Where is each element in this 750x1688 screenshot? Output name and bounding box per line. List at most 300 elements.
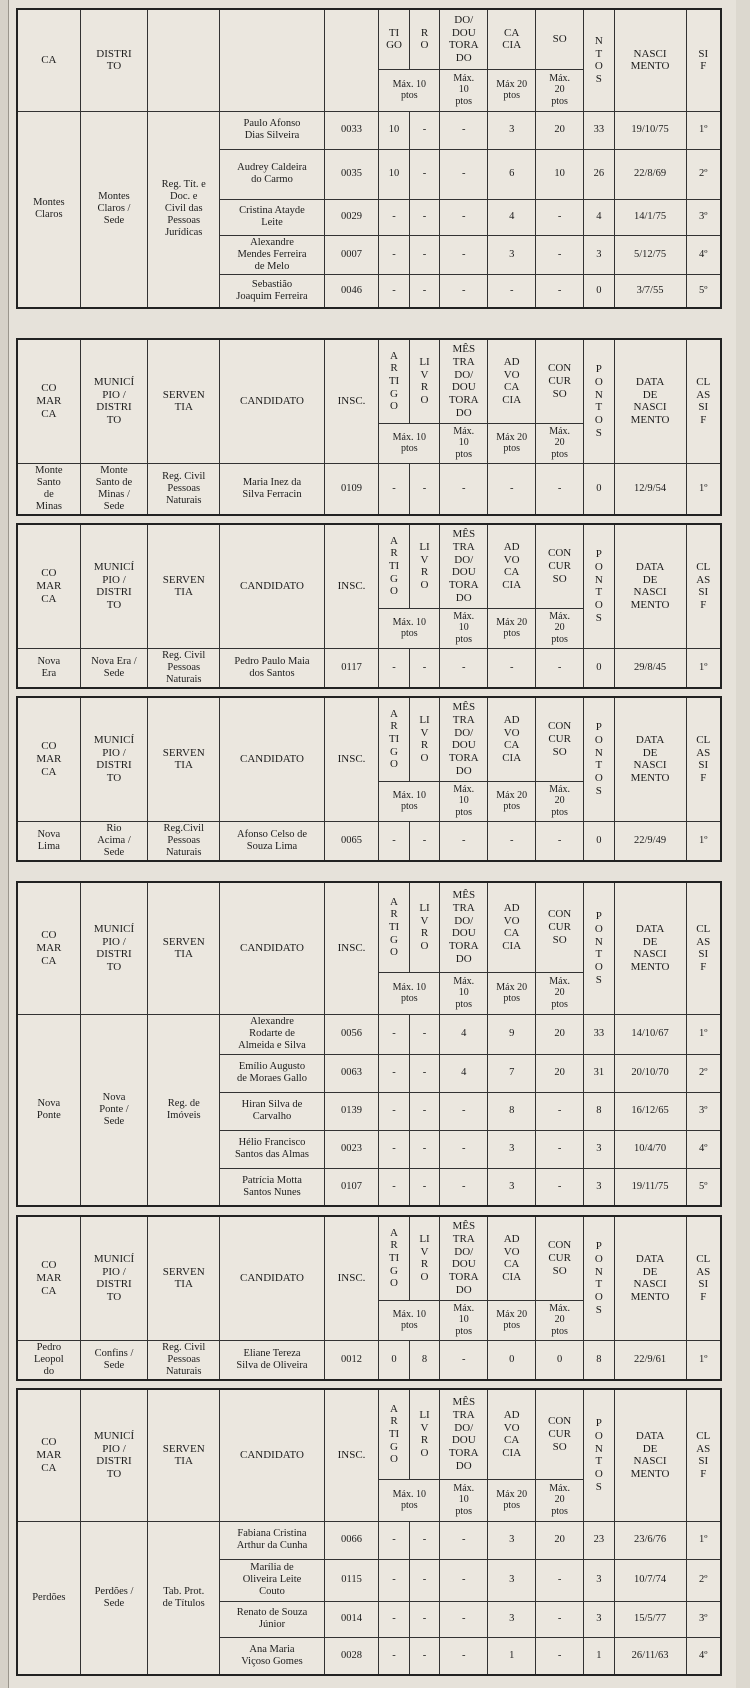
header-livro: LI V R O [409,697,440,781]
artigo-cell: - [379,1601,410,1637]
livro-cell: - [409,1637,440,1675]
header-classif: CL AS SI F [686,1216,721,1340]
nascimento-cell: 3/7/55 [614,274,686,308]
header-max-mestrado: Máx. 10 ptos [440,608,488,648]
nascimento-cell: 12/9/54 [614,463,686,515]
header-livro: LI V R O [409,524,440,608]
header-artigo: A R TI G O [379,882,410,972]
candidato-cell: Audrey Caldeira do Carmo [220,149,325,199]
header-row [17,882,721,972]
artigo-cell: - [379,1521,410,1559]
concurso-cell: 20 [536,1054,584,1092]
header-candidato: CANDIDATO [220,524,325,648]
page-edge-left [0,0,9,1688]
mestrado-cell: - [440,1340,488,1380]
results-table-2 [16,338,722,516]
candidato-cell: Fabiana Cristina Arthur da Cunha [220,1521,325,1559]
concurso-cell: - [536,1168,584,1206]
livro-cell: - [409,1014,440,1054]
header-max-concurso: Máx. 20 ptos [536,608,584,648]
header-max-mestrado: Máx. 10 ptos [440,423,488,463]
header-max-artigo-livro: Máx. 10 ptos [379,69,440,111]
table-row [17,1521,721,1559]
artigo-cell: - [379,1014,410,1054]
mestrado-cell: 4 [440,1054,488,1092]
candidato-cell: Paulo Afonso Dias Silveira [220,111,325,149]
mestrado-cell: - [440,111,488,149]
concurso-cell: - [536,463,584,515]
candidato-cell: Alexandre Mendes Ferreira de Melo [220,235,325,274]
concurso-cell: 20 [536,1014,584,1054]
header-candidato: CANDIDATO [220,339,325,463]
header-nascimento: DATA DE NASCI MENTO [614,882,686,1014]
advocacia-cell: 8 [488,1092,536,1130]
concurso-cell: - [536,199,584,235]
header-serventia [148,9,220,111]
results-table-1 [16,8,722,309]
header-max-concurso: Máx. 20 ptos [536,1300,584,1340]
insc-cell: 0109 [324,463,378,515]
header-advocacia: CA CIA [488,9,536,69]
header-classif: CL AS SI F [686,697,721,821]
header-classif: SI F [686,9,721,111]
header-advocacia: AD VO CA CIA [488,339,536,423]
concurso-cell: 0 [536,1340,584,1380]
header-concurso: SO [536,9,584,69]
header-concurso: CON CUR SO [536,339,584,423]
insc-cell: 0056 [324,1014,378,1054]
header-max-advocacia: Máx 20 ptos [488,972,536,1014]
header-comarca: CA [17,9,80,111]
header-municipio: DISTRI TO [80,9,148,111]
classif-cell: 4º [686,1637,721,1675]
livro-cell: - [409,1168,440,1206]
header-advocacia: AD VO CA CIA [488,697,536,781]
mestrado-cell: - [440,1637,488,1675]
serventia-cell: Tab. Prot. de Títulos [148,1521,220,1675]
page-edge-right [736,0,750,1688]
header-artigo: A R TI G O [379,697,410,781]
header-livro: LI V R O [409,339,440,423]
header-advocacia: AD VO CA CIA [488,524,536,608]
candidato-cell: Hélio Francisco Santos das Almas [220,1130,325,1168]
artigo-cell: - [379,235,410,274]
header-max-artigo-livro: Máx. 10 ptos [379,781,440,821]
nascimento-cell: 14/10/67 [614,1014,686,1054]
header-serventia: SERVEN TIA [148,697,220,821]
advocacia-cell: 1 [488,1637,536,1675]
table-row [17,1340,721,1380]
nascimento-cell: 16/12/65 [614,1092,686,1130]
pontos-cell: 0 [584,648,615,688]
livro-cell: - [409,1130,440,1168]
advocacia-cell: - [488,463,536,515]
insc-cell: 0029 [324,199,378,235]
advocacia-cell: - [488,274,536,308]
livro-cell: - [409,821,440,861]
advocacia-cell: 3 [488,1601,536,1637]
concurso-cell: - [536,1637,584,1675]
header-candidato: CANDIDATO [220,1216,325,1340]
insc-cell: 0066 [324,1521,378,1559]
header-max-mestrado: Máx. 10 ptos [440,781,488,821]
advocacia-cell: 7 [488,1054,536,1092]
artigo-cell: - [379,1637,410,1675]
classif-cell: 3º [686,199,721,235]
pontos-cell: 3 [584,1130,615,1168]
insc-cell: 0117 [324,648,378,688]
header-candidato [220,9,325,111]
artigo-cell: 10 [379,111,410,149]
pontos-cell: 1 [584,1637,615,1675]
candidato-cell: Sebastião Joaquim Ferreira [220,274,325,308]
livro-cell: - [409,648,440,688]
header-pontos: N T O S [584,9,615,111]
concurso-cell: 20 [536,1521,584,1559]
header-serventia: SERVEN TIA [148,524,220,648]
header-max-concurso: Máx. 20 ptos [536,1479,584,1521]
pontos-cell: 3 [584,1168,615,1206]
header-pontos: P O N T O S [584,697,615,821]
mestrado-cell: - [440,1559,488,1601]
header-insc [324,9,378,111]
comarca-cell: Nova Lima [17,821,80,861]
header-municipio: MUNICÍ PIO / DISTRI TO [80,882,148,1014]
nascimento-cell: 20/10/70 [614,1054,686,1092]
candidato-cell: Hiran Silva de Carvalho [220,1092,325,1130]
candidato-cell: Eliane Tereza Silva de Oliveira [220,1340,325,1380]
pontos-cell: 8 [584,1092,615,1130]
header-max-advocacia: Máx 20 ptos [488,1300,536,1340]
header-comarca: CO MAR CA [17,697,80,821]
header-municipio: MUNICÍ PIO / DISTRI TO [80,339,148,463]
header-classif: CL AS SI F [686,882,721,1014]
results-table-6 [16,1215,722,1381]
header-nascimento: DATA DE NASCI MENTO [614,1216,686,1340]
nascimento-cell: 19/11/75 [614,1168,686,1206]
pontos-cell: 31 [584,1054,615,1092]
serventia-cell: Reg. Civil Pessoas Naturais [148,648,220,688]
classif-cell: 3º [686,1601,721,1637]
header-mestrado: MÊS TRA DO/ DOU TORA DO [440,882,488,972]
header-comarca: CO MAR CA [17,1389,80,1521]
serventia-cell: Reg. Tít. e Doc. e Civil das Pessoas Jurídicas [148,111,220,308]
livro-cell: - [409,199,440,235]
header-serventia: SERVEN TIA [148,882,220,1014]
pontos-cell: 3 [584,1601,615,1637]
comarca-cell: Montes Claros [17,111,80,308]
header-candidato: CANDIDATO [220,1389,325,1521]
municipio-cell: Nova Era / Sede [80,648,148,688]
mestrado-cell: - [440,274,488,308]
livro-cell: - [409,235,440,274]
header-insc: INSC. [324,524,378,648]
municipio-cell: Rio Acima / Sede [80,821,148,861]
header-pontos: P O N T O S [584,524,615,648]
header-max-advocacia: Máx 20 ptos [488,423,536,463]
header-mestrado: MÊS TRA DO/ DOU TORA DO [440,524,488,608]
mestrado-cell: 4 [440,1014,488,1054]
table-row [17,821,721,861]
candidato-cell: Alexandre Rodarte de Almeida e Silva [220,1014,325,1054]
classif-cell: 2º [686,149,721,199]
pontos-cell: 3 [584,235,615,274]
classif-cell: 1º [686,1014,721,1054]
header-max-concurso: Máx. 20 ptos [536,972,584,1014]
mestrado-cell: - [440,199,488,235]
header-nascimento: DATA DE NASCI MENTO [614,524,686,648]
candidato-cell: Patrícia Motta Santos Nunes [220,1168,325,1206]
concurso-cell: - [536,1559,584,1601]
header-mestrado: MÊS TRA DO/ DOU TORA DO [440,1389,488,1479]
classif-cell: 3º [686,1092,721,1130]
artigo-cell: - [379,463,410,515]
mestrado-cell: - [440,821,488,861]
mestrado-cell: - [440,1601,488,1637]
header-max-concurso: Máx. 20 ptos [536,423,584,463]
advocacia-cell: 4 [488,199,536,235]
header-max-advocacia: Máx 20 ptos [488,69,536,111]
header-pontos: P O N T O S [584,1216,615,1340]
header-max-advocacia: Máx 20 ptos [488,781,536,821]
mestrado-cell: - [440,463,488,515]
header-pontos: P O N T O S [584,339,615,463]
concurso-cell: - [536,1601,584,1637]
pontos-cell: 0 [584,463,615,515]
artigo-cell: - [379,1130,410,1168]
mestrado-cell: - [440,648,488,688]
nascimento-cell: 22/9/49 [614,821,686,861]
header-concurso: CON CUR SO [536,524,584,608]
comarca-cell: Monte Santo de Minas [17,463,80,515]
header-nascimento: DATA DE NASCI MENTO [614,1389,686,1521]
candidato-cell: Afonso Celso de Souza Lima [220,821,325,861]
header-candidato: CANDIDATO [220,882,325,1014]
header-livro: LI V R O [409,882,440,972]
advocacia-cell: 3 [488,111,536,149]
candidato-cell: Pedro Paulo Maia dos Santos [220,648,325,688]
nascimento-cell: 10/7/74 [614,1559,686,1601]
results-table-7 [16,1388,722,1676]
results-table-4 [16,696,722,862]
concurso-cell: - [536,648,584,688]
header-insc: INSC. [324,1216,378,1340]
header-row [17,339,721,423]
municipio-cell: Perdões / Sede [80,1521,148,1675]
livro-cell: - [409,463,440,515]
nascimento-cell: 29/8/45 [614,648,686,688]
livro-cell: - [409,1054,440,1092]
classif-cell: 2º [686,1054,721,1092]
concurso-cell: 20 [536,111,584,149]
header-comarca: CO MAR CA [17,882,80,1014]
header-serventia: SERVEN TIA [148,339,220,463]
nascimento-cell: 15/5/77 [614,1601,686,1637]
header-insc: INSC. [324,882,378,1014]
insc-cell: 0028 [324,1637,378,1675]
header-max-mestrado: Máx. 10 ptos [440,1300,488,1340]
classif-cell: 5º [686,1168,721,1206]
livro-cell: - [409,274,440,308]
advocacia-cell: - [488,821,536,861]
artigo-cell: - [379,1559,410,1601]
header-artigo: TI GO [379,9,410,69]
header-artigo: A R TI G O [379,339,410,423]
insc-cell: 0046 [324,274,378,308]
header-nascimento: DATA DE NASCI MENTO [614,339,686,463]
header-concurso: CON CUR SO [536,882,584,972]
classif-cell: 4º [686,1130,721,1168]
header-serventia: SERVEN TIA [148,1389,220,1521]
header-advocacia: AD VO CA CIA [488,1389,536,1479]
header-serventia: SERVEN TIA [148,1216,220,1340]
nascimento-cell: 19/10/75 [614,111,686,149]
header-pontos: P O N T O S [584,882,615,1014]
advocacia-cell: 3 [488,1521,536,1559]
header-advocacia: AD VO CA CIA [488,882,536,972]
header-candidato: CANDIDATO [220,697,325,821]
pontos-cell: 0 [584,821,615,861]
results-table-5 [16,881,722,1207]
header-concurso: CON CUR SO [536,697,584,781]
insc-cell: 0115 [324,1559,378,1601]
artigo-cell: 0 [379,1340,410,1380]
header-max-advocacia: Máx 20 ptos [488,608,536,648]
results-table-3 [16,523,722,689]
classif-cell: 1º [686,1340,721,1380]
insc-cell: 0065 [324,821,378,861]
header-artigo: A R TI G O [379,1389,410,1479]
header-artigo: A R TI G O [379,524,410,608]
header-municipio: MUNICÍ PIO / DISTRI TO [80,697,148,821]
header-municipio: MUNICÍ PIO / DISTRI TO [80,1389,148,1521]
table-row [17,1014,721,1054]
nascimento-cell: 23/6/76 [614,1521,686,1559]
header-comarca: CO MAR CA [17,339,80,463]
table-row [17,648,721,688]
municipio-cell: Nova Ponte / Sede [80,1014,148,1206]
header-insc: INSC. [324,339,378,463]
header-row [17,524,721,608]
classif-cell: 1º [686,1521,721,1559]
header-row [17,9,721,69]
insc-cell: 0107 [324,1168,378,1206]
table-row [17,111,721,149]
candidato-cell: Maria Inez da Silva Ferracin [220,463,325,515]
insc-cell: 0035 [324,149,378,199]
header-artigo: A R TI G O [379,1216,410,1300]
nascimento-cell: 26/11/63 [614,1637,686,1675]
header-nascimento: NASCI MENTO [614,9,686,111]
header-max-artigo-livro: Máx. 10 ptos [379,608,440,648]
advocacia-cell: 3 [488,235,536,274]
candidato-cell: Marília de Oliveira Leite Couto [220,1559,325,1601]
insc-cell: 0063 [324,1054,378,1092]
mestrado-cell: - [440,235,488,274]
comarca-cell: Nova Era [17,648,80,688]
serventia-cell: Reg. Civil Pessoas Naturais [148,1340,220,1380]
municipio-cell: Monte Santo de Minas / Sede [80,463,148,515]
nascimento-cell: 5/12/75 [614,235,686,274]
pontos-cell: 33 [584,111,615,149]
header-max-artigo-livro: Máx. 10 ptos [379,1300,440,1340]
nascimento-cell: 22/9/61 [614,1340,686,1380]
classif-cell: 1º [686,463,721,515]
advocacia-cell: 3 [488,1168,536,1206]
header-concurso: CON CUR SO [536,1389,584,1479]
header-row [17,697,721,781]
candidato-cell: Renato de Souza Júnior [220,1601,325,1637]
header-comarca: CO MAR CA [17,1216,80,1340]
artigo-cell: - [379,821,410,861]
artigo-cell: - [379,274,410,308]
nascimento-cell: 22/8/69 [614,149,686,199]
nascimento-cell: 14/1/75 [614,199,686,235]
pontos-cell: 26 [584,149,615,199]
concurso-cell: - [536,821,584,861]
artigo-cell: - [379,199,410,235]
table-row [17,463,721,515]
candidato-cell: Ana Maria Viçoso Gomes [220,1637,325,1675]
candidato-cell: Cristina Atayde Leite [220,199,325,235]
header-advocacia: AD VO CA CIA [488,1216,536,1300]
serventia-cell: Reg.Civil Pessoas Naturais [148,821,220,861]
header-municipio: MUNICÍ PIO / DISTRI TO [80,1216,148,1340]
header-classif: CL AS SI F [686,1389,721,1521]
mestrado-cell: - [440,1168,488,1206]
header-max-concurso: Máx. 20 ptos [536,69,584,111]
livro-cell: - [409,149,440,199]
header-max-artigo-livro: Máx. 10 ptos [379,423,440,463]
insc-cell: 0139 [324,1092,378,1130]
insc-cell: 0007 [324,235,378,274]
header-insc: INSC. [324,697,378,821]
insc-cell: 0012 [324,1340,378,1380]
header-pontos: P O N T O S [584,1389,615,1521]
header-classif: CL AS SI F [686,339,721,463]
header-nascimento: DATA DE NASCI MENTO [614,697,686,821]
header-mestrado: DO/ DOU TORA DO [440,9,488,69]
livro-cell: - [409,111,440,149]
header-max-artigo-livro: Máx. 10 ptos [379,1479,440,1521]
header-municipio: MUNICÍ PIO / DISTRI TO [80,524,148,648]
concurso-cell: - [536,1092,584,1130]
pontos-cell: 0 [584,274,615,308]
header-livro: LI V R O [409,1389,440,1479]
candidato-cell: Emílio Augusto de Moraes Gallo [220,1054,325,1092]
classif-cell: 2º [686,1559,721,1601]
header-max-artigo-livro: Máx. 10 ptos [379,972,440,1014]
header-max-mestrado: Máx. 10 ptos [440,972,488,1014]
header-classif: CL AS SI F [686,524,721,648]
insc-cell: 0033 [324,111,378,149]
header-max-advocacia: Máx 20 ptos [488,1479,536,1521]
header-concurso: CON CUR SO [536,1216,584,1300]
comarca-cell: Perdões [17,1521,80,1675]
header-row [17,1216,721,1300]
artigo-cell: - [379,1054,410,1092]
header-mestrado: MÊS TRA DO/ DOU TORA DO [440,1216,488,1300]
artigo-cell: - [379,648,410,688]
mestrado-cell: - [440,149,488,199]
classif-cell: 4º [686,235,721,274]
pontos-cell: 33 [584,1014,615,1054]
insc-cell: 0023 [324,1130,378,1168]
mestrado-cell: - [440,1521,488,1559]
header-mestrado: MÊS TRA DO/ DOU TORA DO [440,697,488,781]
header-row [17,1389,721,1479]
header-max-concurso: Máx. 20 ptos [536,781,584,821]
